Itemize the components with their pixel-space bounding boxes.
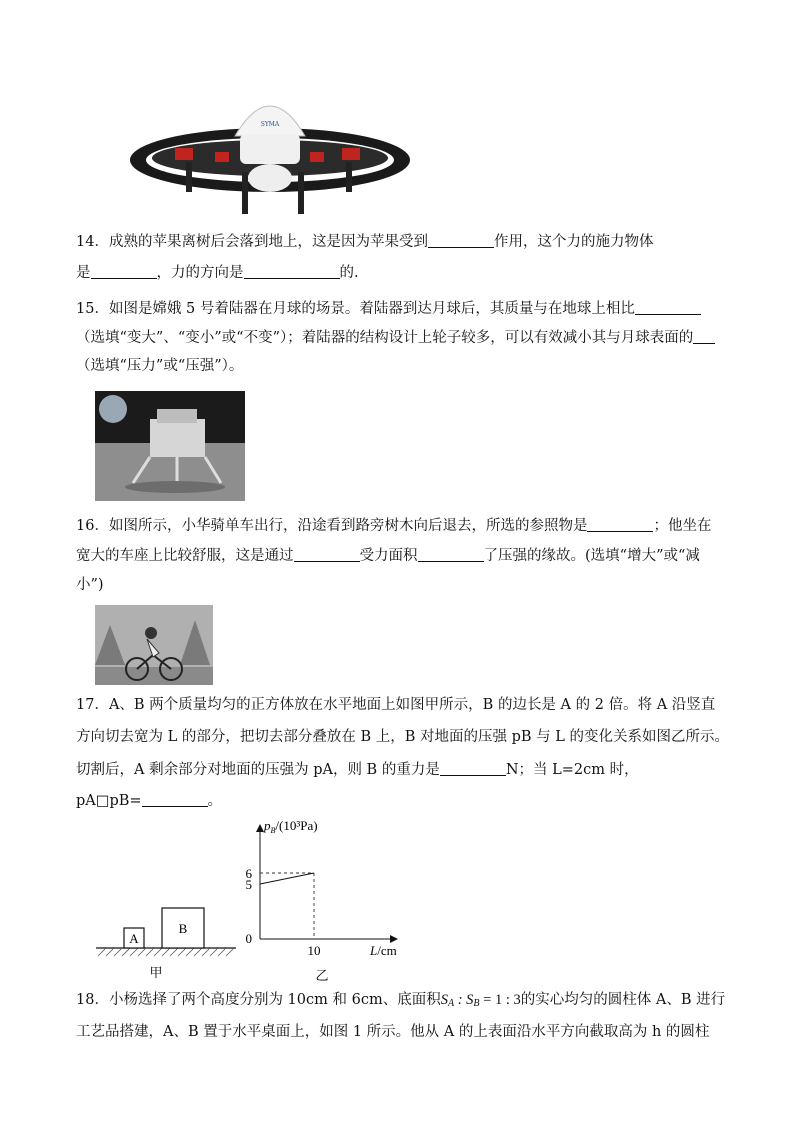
q18-text: 18．小杨选择了两个高度分别为 10cm 和 6cm、底面积: [76, 992, 441, 1008]
figure-jia-caption: 甲: [149, 966, 163, 981]
q15-text: （选填“压力”或“压强”）。: [76, 358, 244, 374]
q18-formula-ratio: = 1 : 3: [479, 992, 521, 1008]
q14-text: 14．成熟的苹果离树后会落到地上，这是因为苹果受到: [76, 234, 428, 250]
origin-label: 0: [245, 931, 252, 946]
q14-blank-1[interactable]: [428, 231, 494, 248]
q18-formula-s: S: [466, 992, 474, 1008]
q16-text: 16．如图所示，小华骑单车出行，沿途看到路旁树木向后退去，所选的参照物是: [76, 518, 588, 534]
y-axis-label: [263, 818, 318, 835]
y-axis-label-unit: /(10³Pa): [275, 818, 318, 833]
q18-line-2: [76, 1022, 709, 1042]
q18-formula: [441, 992, 521, 1008]
q16-text: 小”): [76, 577, 104, 593]
q16-text: 宽大的车座上比较舒服，这是通过: [76, 548, 294, 564]
q14-text: 的.: [339, 265, 359, 281]
figure-jia: [96, 900, 236, 985]
y-axis-arrow: [256, 824, 264, 832]
q16-line-1: [76, 515, 711, 536]
figure-yi-caption: 乙: [315, 969, 329, 984]
q14-text: ，力的方向是: [156, 265, 244, 281]
q16-text: 受力面积: [359, 548, 418, 564]
x-axis-label-unit: /cm: [377, 943, 397, 958]
q16-blank-1[interactable]: [587, 515, 653, 532]
q18-formula-sa: A: [447, 998, 455, 1009]
q15-line-1: [76, 298, 701, 319]
q16-text: ；他坐在: [653, 518, 712, 534]
q17-text: pA□pB=: [76, 793, 142, 809]
q14-text: 是: [76, 265, 91, 281]
data-series-line: [260, 873, 314, 884]
q14-blank-2[interactable]: [91, 262, 157, 279]
q14-line-1: [76, 231, 653, 252]
q16-line-3: [76, 575, 104, 595]
y-axis-label-sub: B: [270, 826, 276, 835]
y-tick-label: 5: [245, 877, 252, 892]
block-b-label: B: [178, 921, 188, 936]
q17-line-1: [76, 695, 715, 715]
q18-formula-colon: :: [454, 992, 467, 1008]
q17-blank-2[interactable]: [142, 790, 208, 807]
q14-blank-3[interactable]: [244, 262, 340, 279]
x-axis-label: [369, 943, 397, 958]
y-tick-label: 6: [245, 866, 252, 881]
q17-text: N；当 L=2cm 时，: [505, 762, 639, 778]
q17-text: 方向切去宽为 L 的部分，把切去部分叠放在 B 上，B 对地面的压强 pB 与 L 的变化关系如图乙所示。: [76, 729, 729, 745]
block-a-label: A: [129, 931, 139, 946]
q15-blank-2[interactable]: [693, 327, 715, 344]
q17-line-4: [76, 790, 222, 811]
q18-formula-sb: B: [473, 998, 480, 1009]
q17-text: 切割后，A 剩余部分对地面的压强为 pA，则 B 的重力是: [76, 762, 440, 778]
q17-text: 17．A、B 两个质量均匀的正方体放在水平地面上如图甲所示，B 的边长是 A 的 2 倍。将 A 沿竖直: [76, 697, 716, 713]
q14-text: 作用，这个力的施力物体: [493, 234, 654, 250]
q17-blank-1[interactable]: [440, 759, 506, 776]
q18-text: 的实心均匀的圆柱体 A、B 进行: [520, 992, 726, 1008]
q15-blank-1[interactable]: [635, 298, 701, 315]
q16-text: 了压强的缘故。(选填“增大”或“减: [483, 548, 700, 564]
q15-line-3: [76, 356, 243, 376]
q17-text: 。: [207, 793, 223, 809]
figure-yi-chart: [240, 812, 420, 987]
x-axis-label-main: L: [370, 943, 378, 958]
drone-image: [120, 86, 420, 220]
q15-text: 15．如图是嫦娥 5 号着陆器在月球的场景。着陆器到达月球后，其质量与在地球上相比: [76, 301, 635, 317]
q18-line-1: [76, 990, 725, 1014]
q16-line-2: [76, 545, 700, 566]
q14-line-2: [76, 262, 359, 283]
y-axis-label-p: p: [264, 818, 271, 833]
q16-blank-2[interactable]: [294, 545, 360, 562]
q17-line-3: [76, 759, 639, 780]
drone-brand-label: SYMA: [260, 121, 280, 128]
q15-text: （选填“变大”、“变小”或“不变”）；着陆器的结构设计上轮子较多，可以有效减小其与月球表面的: [76, 330, 694, 346]
cyclist-image: [95, 605, 213, 685]
q17-line-2: [76, 727, 729, 747]
x-tick-label: 10: [307, 943, 321, 958]
q16-blank-3[interactable]: [418, 545, 484, 562]
q15-line-2: [76, 327, 715, 348]
q18-text: 工艺品搭建，A、B 置于水平桌面上，如图 1 所示。他从 A 的上表面沿水平方向截取高为 h 的圆柱: [76, 1024, 710, 1040]
lunar-lander-image: [95, 391, 245, 501]
x-axis-arrow: [390, 935, 398, 943]
q18-formula-s: S: [440, 992, 448, 1008]
